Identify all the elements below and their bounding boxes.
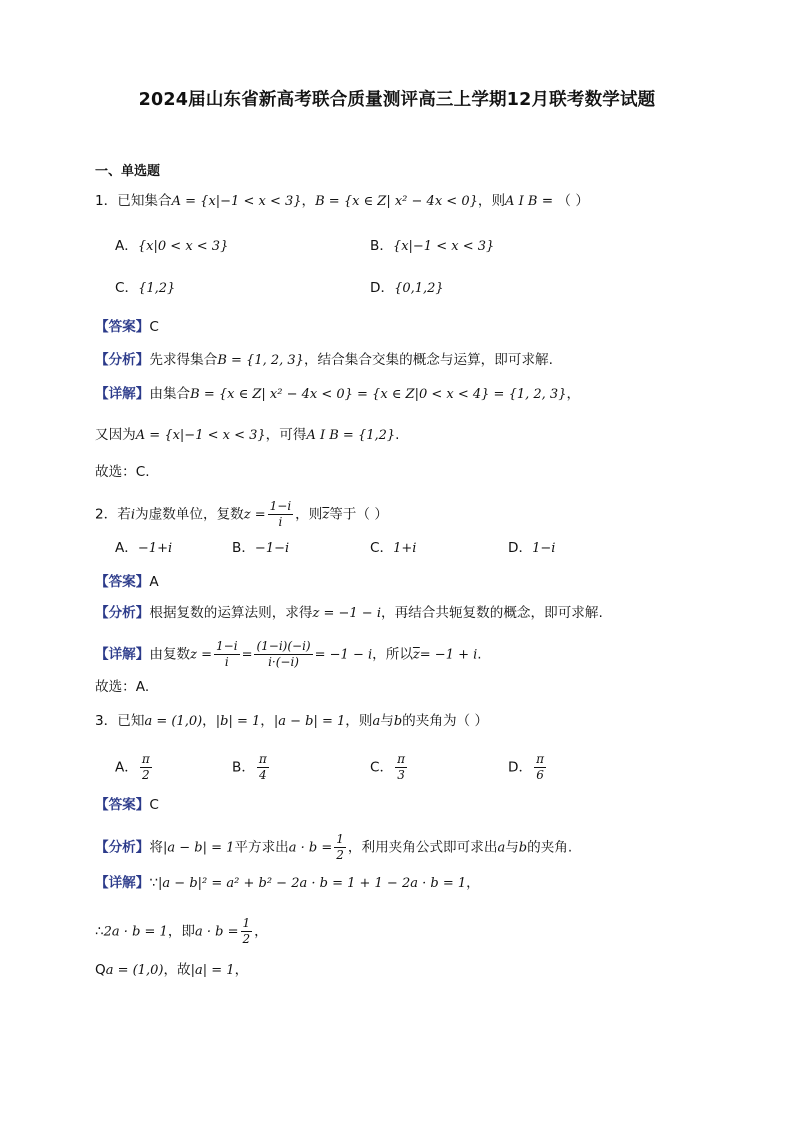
q1-detail xyxy=(95,384,580,405)
detail-tag: 【详解】 xyxy=(95,386,150,402)
fraction-numerator: π xyxy=(397,752,405,766)
q2-stem-then: ，则 xyxy=(295,506,323,523)
q3-stem-text: 3．已知 xyxy=(95,713,145,729)
q1-detail2-text: 又因为 xyxy=(95,427,136,443)
option-label: A． xyxy=(115,238,138,254)
q2-option-d[interactable] xyxy=(508,538,555,559)
q2-option-c[interactable] xyxy=(370,538,416,559)
option-label: C． xyxy=(370,540,394,556)
fraction-numerator: 1 xyxy=(242,916,251,930)
q3-cond-1: a = (1,0) xyxy=(144,714,203,729)
q2-answer xyxy=(95,572,159,592)
option-label: C． xyxy=(115,280,139,296)
q2-detail-fraction-2 xyxy=(254,639,312,670)
fraction-denominator: 2 xyxy=(242,932,251,946)
q1-answer xyxy=(95,317,159,337)
q3-analysis-text: 将 xyxy=(149,839,163,856)
q3-sep-2: ， xyxy=(260,713,274,729)
q2-detail-final: = −1 + i xyxy=(419,647,478,663)
q1-option-c[interactable] xyxy=(115,278,175,299)
q2-z-eq: z = xyxy=(243,507,266,523)
q1-detail-line-2 xyxy=(95,425,400,446)
option-fraction xyxy=(257,752,269,783)
option-fraction xyxy=(395,752,407,783)
q1-intersection: A I B xyxy=(505,194,538,209)
q2-z-conjugate: $\overline{z}$ xyxy=(322,507,330,523)
q1-option-b[interactable] xyxy=(370,236,494,257)
answer-tag: 【答案】 xyxy=(95,319,150,335)
option-value: {1,2} xyxy=(138,281,176,296)
q3-detail-line-2 xyxy=(95,916,268,947)
q2-analysis-text-2: ，再结合共轭复数的概念，即可求解. xyxy=(381,605,603,621)
q3-option-d[interactable] xyxy=(508,752,548,783)
q1-detail-text: 由集合 xyxy=(149,386,191,402)
option-value: {0,1,2} xyxy=(394,281,444,296)
fraction-denominator: 2 xyxy=(142,768,150,782)
q2-stem-text-2: 为虚数单位，复数 xyxy=(135,506,244,523)
option-label: C． xyxy=(370,759,394,776)
q2-detail-end: . xyxy=(477,646,482,663)
q3-analysis-math-1: |a − b| = 1 xyxy=(162,840,235,856)
q1-conclusion: 故选：C. xyxy=(95,464,150,480)
q3-analysis-and: 与 xyxy=(505,839,519,856)
q3-option-a[interactable] xyxy=(115,752,154,783)
q3-analysis-text-3: ，利用夹角公式即可求出 xyxy=(347,839,498,856)
fraction-numerator: π xyxy=(141,752,150,766)
analysis-tag: 【分析】 xyxy=(95,352,150,368)
q3-detail2-text: ，即 xyxy=(167,923,196,940)
q1-option-a[interactable] xyxy=(115,236,228,257)
q3-answer-value: C xyxy=(149,797,159,813)
q1-detail2-result: A I B = {1,2} xyxy=(306,428,396,443)
q2-stem xyxy=(95,499,388,530)
q2-detail-z: z = xyxy=(190,647,213,663)
q1-detail-sep: ， xyxy=(566,386,581,402)
q2-option-a[interactable] xyxy=(115,538,172,559)
q2-imag-unit: i xyxy=(130,507,136,523)
since-symbol: Q xyxy=(95,962,106,978)
q2-detail-result: = −1 − i xyxy=(314,647,373,663)
q3-option-c[interactable] xyxy=(370,752,409,783)
q3-analysis-va: a xyxy=(497,840,506,856)
q1-detail2-math: A = {x|−1 < x < 3} xyxy=(135,428,266,443)
q3-vector-a: a xyxy=(372,714,381,729)
q1-stem-then: ，则 xyxy=(477,193,506,209)
q3-detail2-math-2: a · b = xyxy=(195,924,239,940)
fraction-denominator: i xyxy=(278,515,283,529)
q3-analysis-math-2: a · b = xyxy=(288,840,333,856)
fraction-denominator: 2 xyxy=(336,848,344,862)
q1-option-d[interactable] xyxy=(370,278,444,299)
fraction-denominator: 4 xyxy=(259,768,267,782)
option-label: A． xyxy=(115,759,138,776)
q3-detail3-math-2: |a| = 1 xyxy=(190,963,235,978)
q1-detail2-text-2: ，可得 xyxy=(265,427,307,443)
q3-cond-3: |a − b| = 1 xyxy=(273,714,346,729)
analysis-tag: 【分析】 xyxy=(95,605,150,621)
q3-analysis-end: 的夹角. xyxy=(527,839,573,856)
fraction-denominator: i xyxy=(224,655,229,669)
q2-detail-text: 由复数 xyxy=(149,646,191,663)
section-heading: 一、单选题 xyxy=(95,164,161,179)
q3-detail-math: |a − b|² = a² + b² − 2a · b = 1 + 1 − 2a · b = 1 xyxy=(158,876,467,891)
answer-tag: 【答案】 xyxy=(95,574,150,590)
q3-detail xyxy=(95,873,480,894)
option-label: B． xyxy=(370,238,393,254)
fraction-numerator: (1−i)(−i) xyxy=(256,639,311,653)
fraction-denominator: 6 xyxy=(536,768,544,782)
page-title: 2024届山东省新高考联合质量测评高三上学期12月联考数学试题 xyxy=(138,90,656,110)
q3-detail2-fraction xyxy=(241,916,253,947)
q3-answer xyxy=(95,795,159,815)
q2-detail xyxy=(95,639,482,670)
q1-detail2-end: . xyxy=(395,427,400,443)
q3-analysis-fraction xyxy=(334,832,346,863)
option-fraction xyxy=(140,752,152,783)
q2-analysis-text: 根据复数的运算法则，求得 xyxy=(149,605,313,621)
q3-detail3-text: ，故 xyxy=(163,962,191,978)
q3-option-b[interactable] xyxy=(232,752,271,783)
q3-analysis-text-2: 平方求出 xyxy=(234,839,289,856)
q2-stem-text: 2．若 xyxy=(95,506,131,523)
option-value: {x|−1 < x < 3} xyxy=(392,239,495,254)
fraction-denominator: 3 xyxy=(397,768,405,782)
q2-stem-blank: 等于（ ） xyxy=(329,506,388,523)
q1-analysis xyxy=(95,350,553,371)
q3-detail2-sep: ， xyxy=(254,923,268,940)
q3-sep-1: ， xyxy=(202,713,216,729)
q3-detail2-math: 2a · b = 1 xyxy=(103,924,168,940)
q2-analysis-math: z = −1 − i xyxy=(312,606,381,621)
q1-set-b: B = {x ∈ Z| x² − 4x < 0} xyxy=(315,194,478,209)
detail-tag: 【详解】 xyxy=(95,646,150,663)
q2-detail-fraction-1 xyxy=(214,639,240,670)
option-value: 1+i xyxy=(393,541,417,556)
fraction-denominator: i·(−i) xyxy=(268,655,299,669)
answer-tag: 【答案】 xyxy=(95,797,150,813)
q3-stem-blank: 的夹角为（ ） xyxy=(402,713,489,729)
fraction-numerator: π xyxy=(258,752,267,766)
q3-analysis-vb: b xyxy=(518,840,528,856)
q2-conclusion: 故选：A. xyxy=(95,679,150,695)
q1-answer-value: C xyxy=(149,319,159,335)
analysis-tag: 【分析】 xyxy=(95,839,150,856)
q2-detail-zbar: $\overline{z}$ xyxy=(412,647,420,663)
q1-analysis-text: 先求得集合 xyxy=(149,352,218,368)
q1-stem-text: 1．已知集合 xyxy=(95,193,172,209)
q3-detail-line-3 xyxy=(95,960,248,981)
q3-vector-b: b xyxy=(393,714,403,729)
detail-tag: 【详解】 xyxy=(95,875,150,891)
q2-detail-equals: = xyxy=(241,647,253,663)
q2-analysis xyxy=(95,603,603,624)
fraction-numerator: 1−i xyxy=(216,639,238,653)
option-value: {x|0 < x < 3} xyxy=(137,239,229,254)
because-symbol: ∵ xyxy=(149,875,159,891)
option-label: B． xyxy=(232,540,255,556)
option-fraction xyxy=(534,752,546,783)
q2-detail-text-2: ，所以 xyxy=(372,646,413,663)
q3-detail-sep: ， xyxy=(466,875,480,891)
q3-detail3-math: a = (1,0) xyxy=(105,963,164,978)
option-label: D． xyxy=(508,540,533,556)
option-value: −1−i xyxy=(254,541,290,556)
q2-option-b[interactable] xyxy=(232,538,289,559)
option-label: A． xyxy=(115,540,138,556)
q1-analysis-text-2: ，结合集合交集的概念与运算，即可求解. xyxy=(303,352,553,368)
option-value: 1−i xyxy=(532,541,556,556)
q1-analysis-math: B = {1, 2, 3} xyxy=(217,353,304,368)
q1-detail-math: B = {x ∈ Z| x² − 4x < 0} = {x ∈ Z|0 < x < 4} = {1, 2, 3} xyxy=(190,387,567,402)
q3-detail3-sep: ， xyxy=(234,962,249,978)
q2-answer-value: A xyxy=(149,574,159,590)
q1-stem xyxy=(95,191,589,212)
q3-stem-and: 与 xyxy=(380,713,394,729)
fraction-numerator: 1−i xyxy=(269,499,292,513)
option-value: −1+i xyxy=(137,541,173,556)
therefore-symbol: ∴ xyxy=(95,923,104,940)
q1-stem-sep: ， xyxy=(301,193,316,209)
q3-cond-2: |b| = 1 xyxy=(215,714,261,729)
q3-stem-then: ，则 xyxy=(345,713,373,729)
q1-stem-blank: = （ ） xyxy=(537,193,589,209)
q1-set-a: A = {x|−1 < x < 3} xyxy=(171,194,302,209)
q2-fraction xyxy=(268,499,294,530)
fraction-numerator: 1 xyxy=(336,832,344,846)
q3-analysis xyxy=(95,832,572,863)
q3-stem xyxy=(95,711,488,732)
option-label: D． xyxy=(370,280,395,296)
fraction-numerator: π xyxy=(536,752,544,766)
option-label: B． xyxy=(232,759,255,776)
option-label: D． xyxy=(508,759,533,776)
